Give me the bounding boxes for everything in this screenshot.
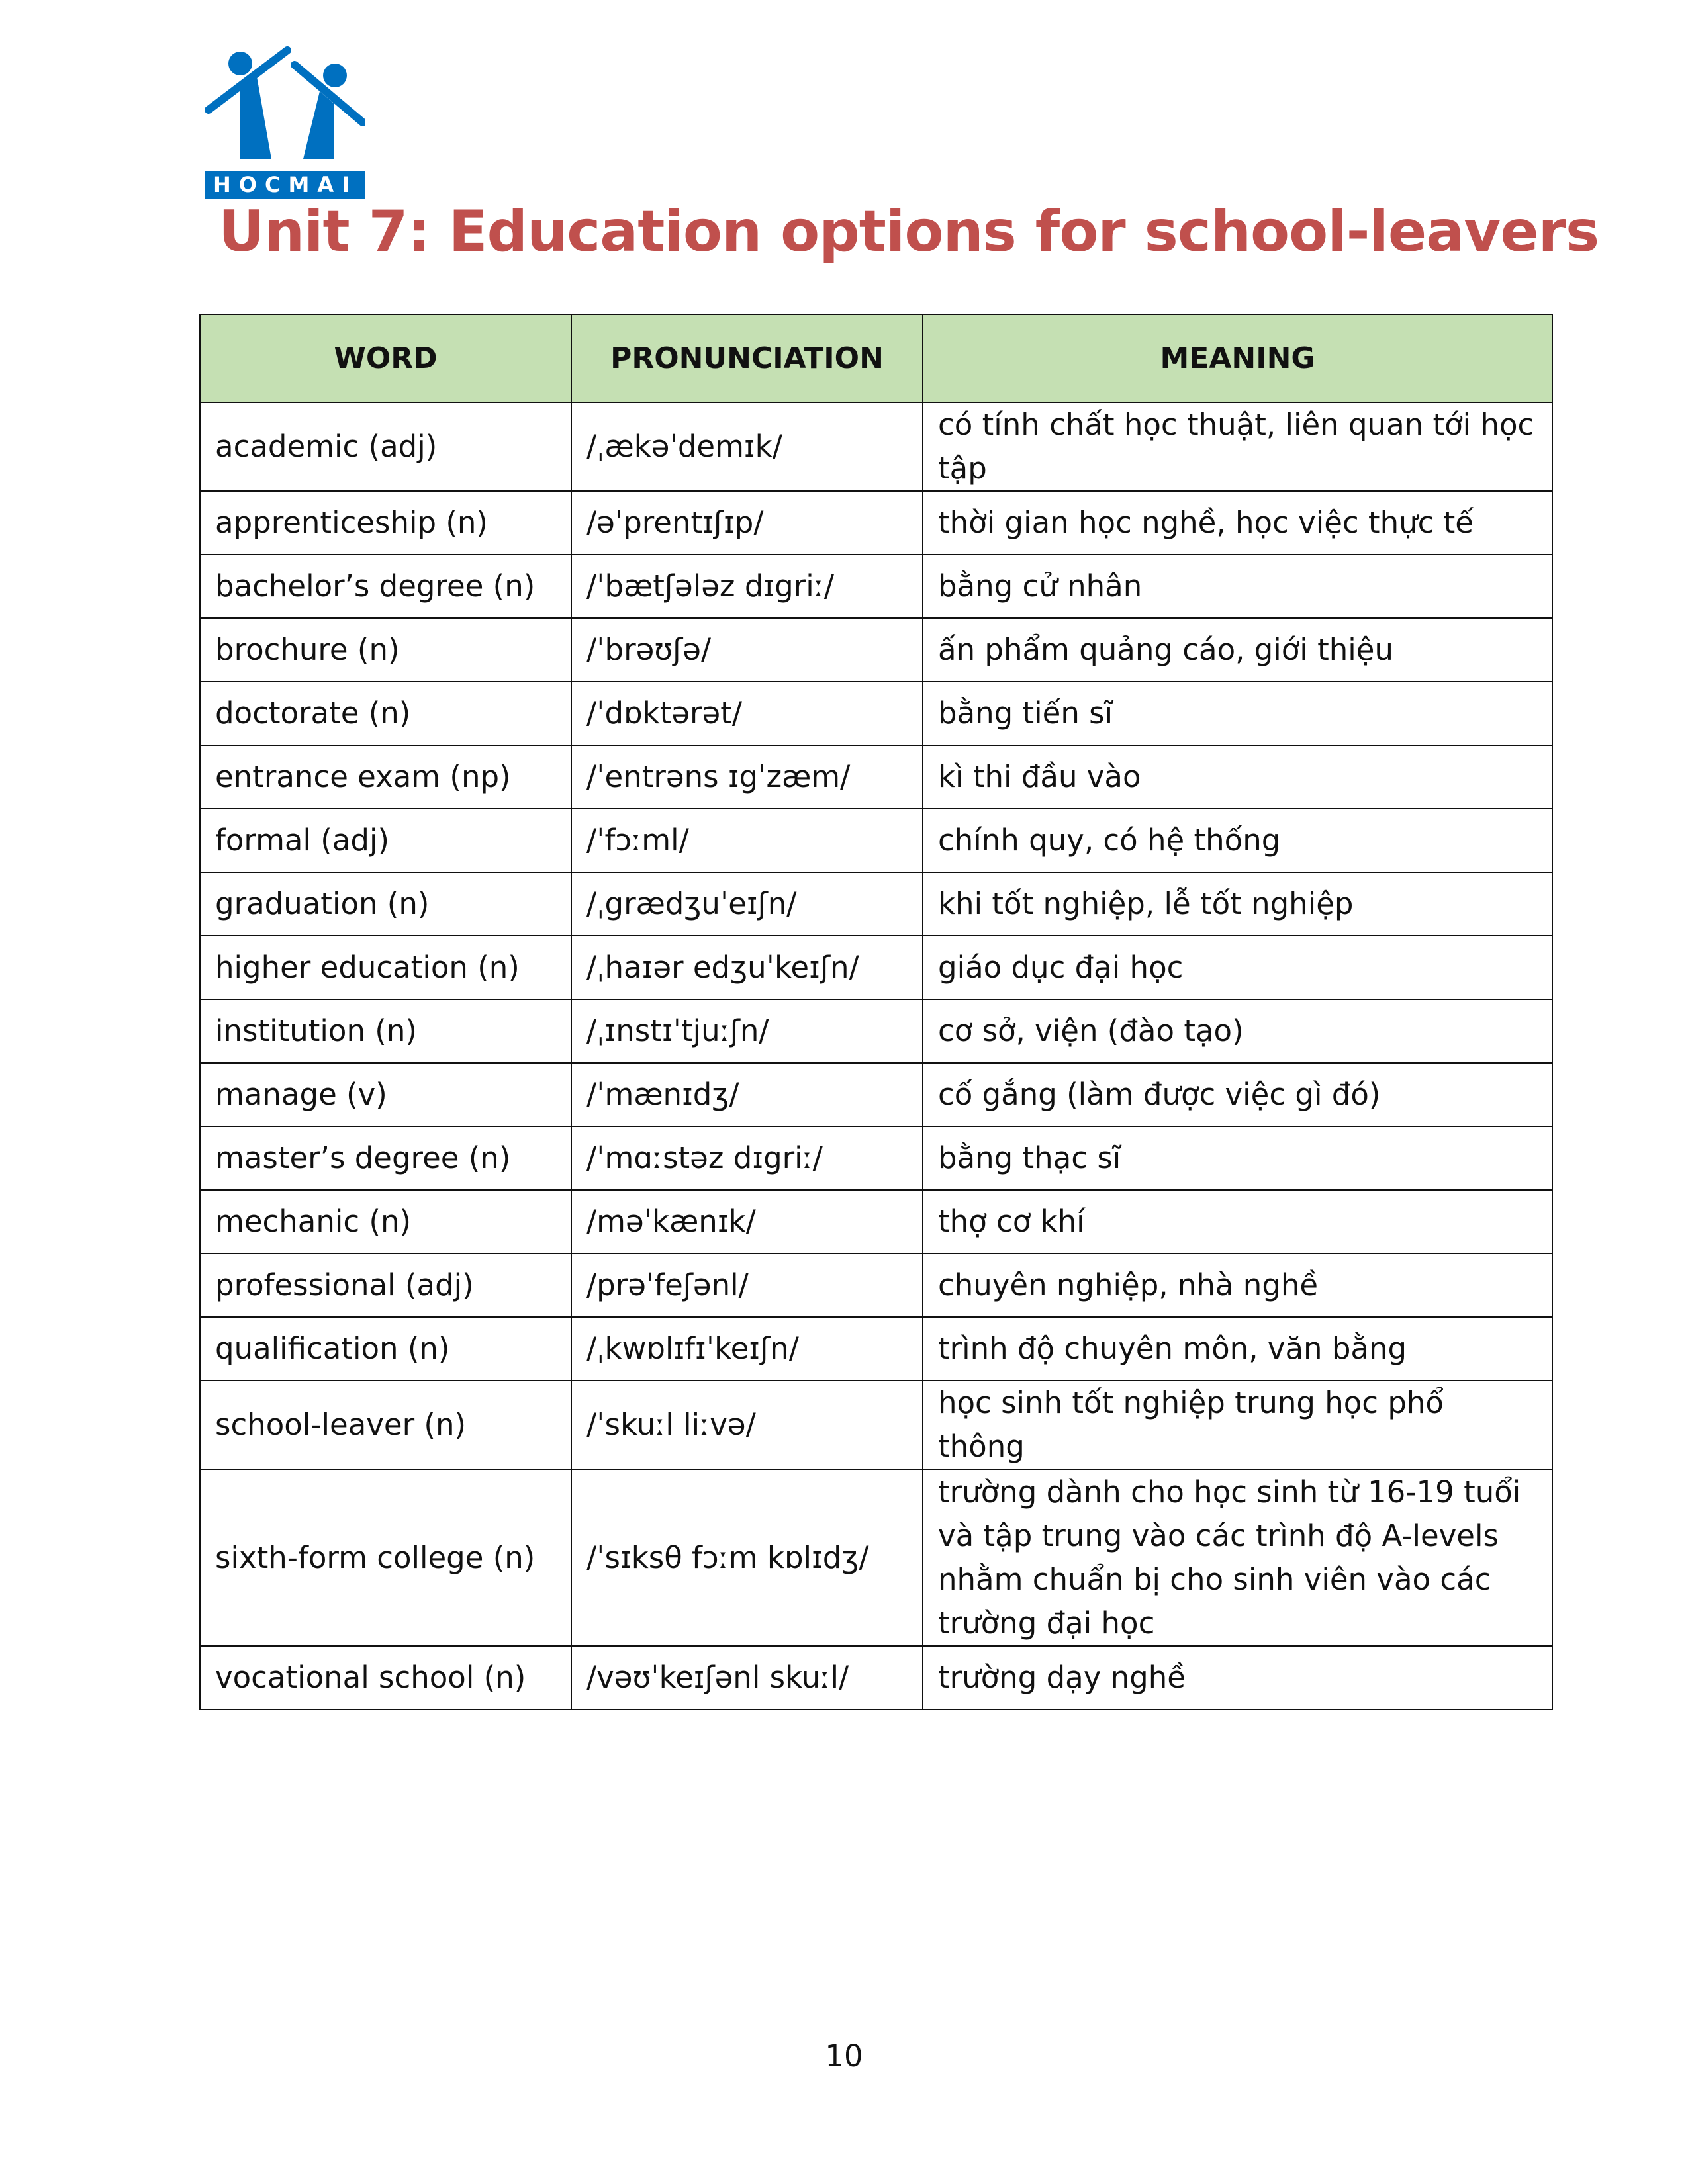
word-cell: academic (adj) bbox=[200, 402, 571, 491]
pronunciation-cell: /məˈkænɪk/ bbox=[571, 1190, 923, 1253]
pronunciation-cell: /ˈmɑːstəz dɪgriː/ bbox=[571, 1126, 923, 1190]
meaning-cell: thời gian học nghề, học việc thực tế bbox=[923, 491, 1552, 555]
word-cell: formal (adj) bbox=[200, 809, 571, 872]
pronunciation-cell: /vəʊˈkeɪʃənl skuːl/ bbox=[571, 1646, 923, 1709]
word-cell: higher education (n) bbox=[200, 936, 571, 999]
pronunciation-cell: /ˌækəˈdemɪk/ bbox=[571, 402, 923, 491]
table-row bbox=[200, 555, 1552, 618]
word-cell: master’s degree (n) bbox=[200, 1126, 571, 1190]
table-row bbox=[200, 1469, 1552, 1646]
word-cell: entrance exam (np) bbox=[200, 745, 571, 809]
word-cell: institution (n) bbox=[200, 999, 571, 1063]
meaning-cell: trường dạy nghề bbox=[923, 1646, 1552, 1709]
table-row bbox=[200, 1381, 1552, 1469]
pronunciation-cell: /ˈdɒktərət/ bbox=[571, 682, 923, 745]
meaning-cell: trường dành cho học sinh từ 16-19 tuổi và tập trung vào các trình độ A-levels nhằm chuẩn bị cho sinh viên vào các trường đại học bbox=[923, 1469, 1552, 1646]
word-cell: graduation (n) bbox=[200, 872, 571, 936]
word-cell: professional (adj) bbox=[200, 1253, 571, 1317]
pronunciation-cell: /ˈbætʃələz dɪgriː/ bbox=[571, 555, 923, 618]
word-cell: manage (v) bbox=[200, 1063, 571, 1126]
meaning-cell: chính quy, có hệ thống bbox=[923, 809, 1552, 872]
table-row bbox=[200, 1190, 1552, 1253]
table-row bbox=[200, 682, 1552, 745]
pronunciation-cell: /ˈmænɪdʒ/ bbox=[571, 1063, 923, 1126]
word-cell: sixth-form college (n) bbox=[200, 1469, 571, 1646]
table-row bbox=[200, 1646, 1552, 1709]
meaning-cell: kì thi đầu vào bbox=[923, 745, 1552, 809]
meaning-cell: ấn phẩm quảng cáo, giới thiệu bbox=[923, 618, 1552, 682]
word-cell: doctorate (n) bbox=[200, 682, 571, 745]
meaning-cell: bằng thạc sĩ bbox=[923, 1126, 1552, 1190]
pronunciation-cell: /prəˈfeʃənl/ bbox=[571, 1253, 923, 1317]
meaning-cell: cơ sở, viện (đào tạo) bbox=[923, 999, 1552, 1063]
table-row bbox=[200, 1063, 1552, 1126]
meaning-cell: giáo dục đại học bbox=[923, 936, 1552, 999]
header-word: WORD bbox=[200, 314, 571, 402]
page-title: Unit 7: Education options for school-leavers bbox=[218, 199, 1599, 265]
table-row bbox=[200, 618, 1552, 682]
meaning-cell: học sinh tốt nghiệp trung học phổ thông bbox=[923, 1381, 1552, 1469]
table-row bbox=[200, 745, 1552, 809]
table-row bbox=[200, 402, 1552, 491]
word-cell: mechanic (n) bbox=[200, 1190, 571, 1253]
pronunciation-cell: /ˌkwɒlɪfɪˈkeɪʃn/ bbox=[571, 1317, 923, 1381]
pronunciation-cell: /ˈfɔːml/ bbox=[571, 809, 923, 872]
page-number: 10 bbox=[825, 2038, 863, 2073]
table-header-row bbox=[200, 314, 1552, 402]
word-cell: apprenticeship (n) bbox=[200, 491, 571, 555]
pronunciation-cell: /ˌgrædʒuˈeɪʃn/ bbox=[571, 872, 923, 936]
meaning-cell: cố gắng (làm được việc gì đó) bbox=[923, 1063, 1552, 1126]
meaning-cell: bằng cử nhân bbox=[923, 555, 1552, 618]
word-cell: school-leaver (n) bbox=[200, 1381, 571, 1469]
table-row bbox=[200, 809, 1552, 872]
table-row bbox=[200, 872, 1552, 936]
pronunciation-cell: /ˌhaɪər edʒuˈkeɪʃn/ bbox=[571, 936, 923, 999]
header-meaning: MEANING bbox=[923, 314, 1552, 402]
pronunciation-cell: /ˌɪnstɪˈtjuːʃn/ bbox=[571, 999, 923, 1063]
meaning-cell: thợ cơ khí bbox=[923, 1190, 1552, 1253]
table-row bbox=[200, 999, 1552, 1063]
word-cell: vocational school (n) bbox=[200, 1646, 571, 1709]
pronunciation-cell: /ˈskuːl liːvə/ bbox=[571, 1381, 923, 1469]
pronunciation-cell: /ˈsɪksθ fɔːm kɒlɪdʒ/ bbox=[571, 1469, 923, 1646]
meaning-cell: trình độ chuyên môn, văn bằng bbox=[923, 1317, 1552, 1381]
pronunciation-cell: /əˈprentɪʃɪp/ bbox=[571, 491, 923, 555]
table-row bbox=[200, 1317, 1552, 1381]
meaning-cell: chuyên nghiệp, nhà nghề bbox=[923, 1253, 1552, 1317]
logo-text: HOCMAI bbox=[213, 172, 357, 197]
word-cell: bachelor’s degree (n) bbox=[200, 555, 571, 618]
hocmai-logo bbox=[199, 38, 365, 199]
meaning-cell: có tính chất học thuật, liên quan tới học tập bbox=[923, 402, 1552, 491]
word-cell: qualification (n) bbox=[200, 1317, 571, 1381]
table-row bbox=[200, 1126, 1552, 1190]
table-row bbox=[200, 1253, 1552, 1317]
word-cell: brochure (n) bbox=[200, 618, 571, 682]
header-pronunciation: PRONUNCIATION bbox=[571, 314, 923, 402]
pronunciation-cell: /ˈentrəns ɪgˈzæm/ bbox=[571, 745, 923, 809]
table-row bbox=[200, 491, 1552, 555]
meaning-cell: khi tốt nghiệp, lễ tốt nghiệp bbox=[923, 872, 1552, 936]
pronunciation-cell: /ˈbrəʊʃə/ bbox=[571, 618, 923, 682]
meaning-cell: bằng tiến sĩ bbox=[923, 682, 1552, 745]
vocabulary-table bbox=[199, 314, 1553, 1710]
table-row bbox=[200, 936, 1552, 999]
